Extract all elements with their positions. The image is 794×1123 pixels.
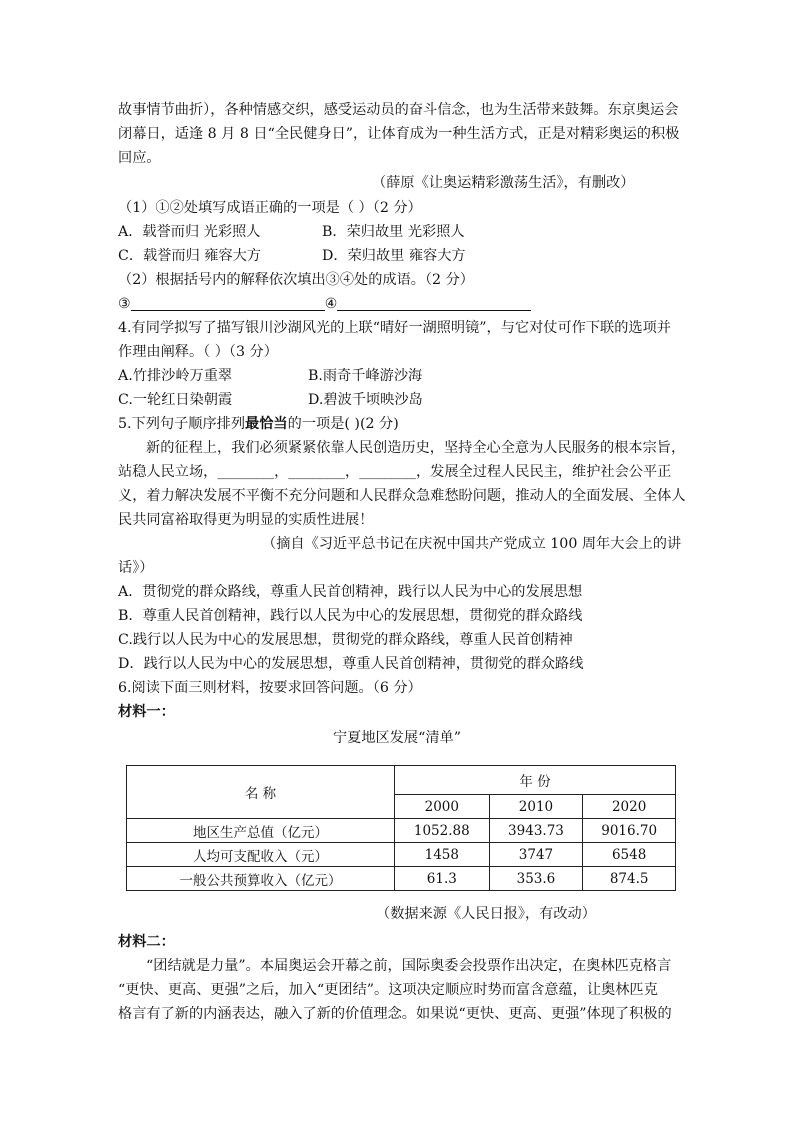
- option-c: C.一轮红日染朝霞: [118, 392, 233, 408]
- question-5-text: 的一项是( )(2 分): [287, 416, 399, 432]
- answer-blank-4: [337, 295, 531, 311]
- option-b: B．荣归故里 光彩照人: [322, 224, 465, 240]
- option-d: D．荣归故里 雍容大方: [322, 248, 466, 264]
- citation: （薛原《让奥运精彩激荡生活》，有删改）: [372, 175, 635, 191]
- passage-line: 义，着力解决发展不平衡不充分问题和人民群众急难愁盼问题，推动人的全面发展、全体人: [118, 488, 686, 504]
- question-1: （1）①②处填写成语正确的一项是（ ）（2 分）: [118, 200, 422, 216]
- option-row: [118, 220, 465, 244]
- table-cell: 1052.88: [394, 819, 489, 843]
- option-a: A．贯彻党的群众路线，尊重人民首创精神，践行以人民为中心的发展思想: [118, 584, 583, 600]
- year-cell: 2010: [489, 795, 583, 819]
- option-a: A．载誉而归 光彩照人: [118, 224, 261, 240]
- option-d: D.碧波千顷映沙岛: [308, 392, 423, 408]
- text-line: 闭幕日，适逢 8 月 8 日“全民健身日”，让体育成为一种生活方式，正是对精彩奥运的积极: [118, 126, 680, 142]
- answer-blanks: [118, 292, 531, 316]
- blank-marker-3: ③: [118, 296, 131, 312]
- table-row: [127, 819, 676, 843]
- citation-cont: 话》）: [118, 560, 154, 576]
- passage-line: “团结就是力量”。本届奥运会开幕之前，国际奥委会投票作出决定，在奥林匹克格言: [146, 958, 672, 974]
- table-cell: 353.6: [489, 867, 583, 891]
- table-cell: 6548: [583, 843, 676, 867]
- question-6: 6.阅读下面三则材料，按要求回答问题。（6 分）: [118, 680, 422, 696]
- passage-line: “更快、更高、更强”之后，加入“更团结”。这项决定顺应时势而富含意蕴，让奥林匹克: [118, 982, 658, 998]
- option-a: A.竹排沙岭万重翠: [118, 368, 233, 384]
- citation: （摘自《习近平总书记在庆祝中国共产党成立 100 周年大会上的讲: [262, 536, 682, 552]
- option-c: C.践行以人民为中心的发展思想，贯彻党的群众路线，尊重人民首创精神: [118, 632, 573, 648]
- table-cell: 1458: [394, 843, 489, 867]
- text-line: 故事情节曲折），各种情感交织，感受运动员的奋斗信念，也为生活带来鼓舞。东京奥运会: [118, 102, 679, 118]
- data-table: [126, 765, 676, 891]
- passage-line: 站稳人民立场，________，________，________，发展全过程人民民主，维护社会公平正: [118, 464, 672, 480]
- question-4: 4.有同学拟写了描写银川沙湖风光的上联“晴好一湖照明镜”，与它对仗可作下联的选项并: [118, 320, 671, 336]
- option-b: B.雨奇千峰游沙海: [308, 368, 423, 384]
- question-5: [118, 412, 399, 436]
- option-row: [118, 244, 466, 268]
- passage-line: 民共同富裕取得更为明显的实质性进展！: [118, 512, 374, 528]
- option-b: B．尊重人民首创精神，践行以人民为中心的发展思想，贯彻党的群众路线: [118, 608, 583, 624]
- material-1-heading: 材料一：: [118, 704, 175, 720]
- year-cell: 2000: [394, 795, 489, 819]
- table-cell: 874.5: [583, 867, 676, 891]
- row-label: 地区生产总值（亿元）: [127, 819, 395, 843]
- question-4-cont: 作理由阐释。（ ）（3 分）: [118, 344, 278, 360]
- table-row: [127, 843, 676, 867]
- row-label: 人均可支配收入（元）: [127, 843, 395, 867]
- material-2-heading: 材料二：: [118, 934, 175, 950]
- header-year: 年 份: [394, 766, 675, 795]
- passage-line: 新的征程上，我们必须紧紧依靠人民创造历史，坚持全心全意为人民服务的根本宗旨，: [146, 440, 686, 456]
- blank-marker-4: ④: [324, 296, 338, 312]
- table-row: [127, 867, 676, 891]
- year-cell: 2020: [583, 795, 676, 819]
- answer-blank-3: [131, 295, 325, 311]
- table-title: 宁夏地区发展“清单”: [332, 730, 461, 746]
- table-cell: 61.3: [394, 867, 489, 891]
- text-line: 回应。: [118, 150, 161, 166]
- data-source: （数据来源《人民日报》，有改动）: [376, 906, 596, 922]
- table-cell: 9016.70: [583, 819, 676, 843]
- table-cell: 3747: [489, 843, 583, 867]
- option-row: [118, 388, 423, 412]
- question-5-text: 5.下列句子顺序排列: [118, 416, 246, 432]
- row-label: 一般公共预算收入（亿元）: [127, 867, 395, 891]
- header-name: 名 称: [127, 766, 395, 819]
- question-2: （2）根据括号内的解释依次填出③④处的成语。（2 分）: [118, 272, 474, 288]
- passage-line: 格言有了新的内涵表达，融入了新的价值理念。如果说“更快、更高、更强”体现了积极的: [118, 1006, 672, 1022]
- option-d: D．践行以人民为中心的发展思想，尊重人民首创精神，贯彻党的群众路线: [118, 656, 584, 672]
- option-row: [118, 364, 423, 388]
- option-c: C．载誉而归 雍容大方: [118, 248, 262, 264]
- question-5-emphasis: 最恰当: [245, 416, 288, 432]
- table-cell: 3943.73: [489, 819, 583, 843]
- table-header-row: [127, 766, 676, 795]
